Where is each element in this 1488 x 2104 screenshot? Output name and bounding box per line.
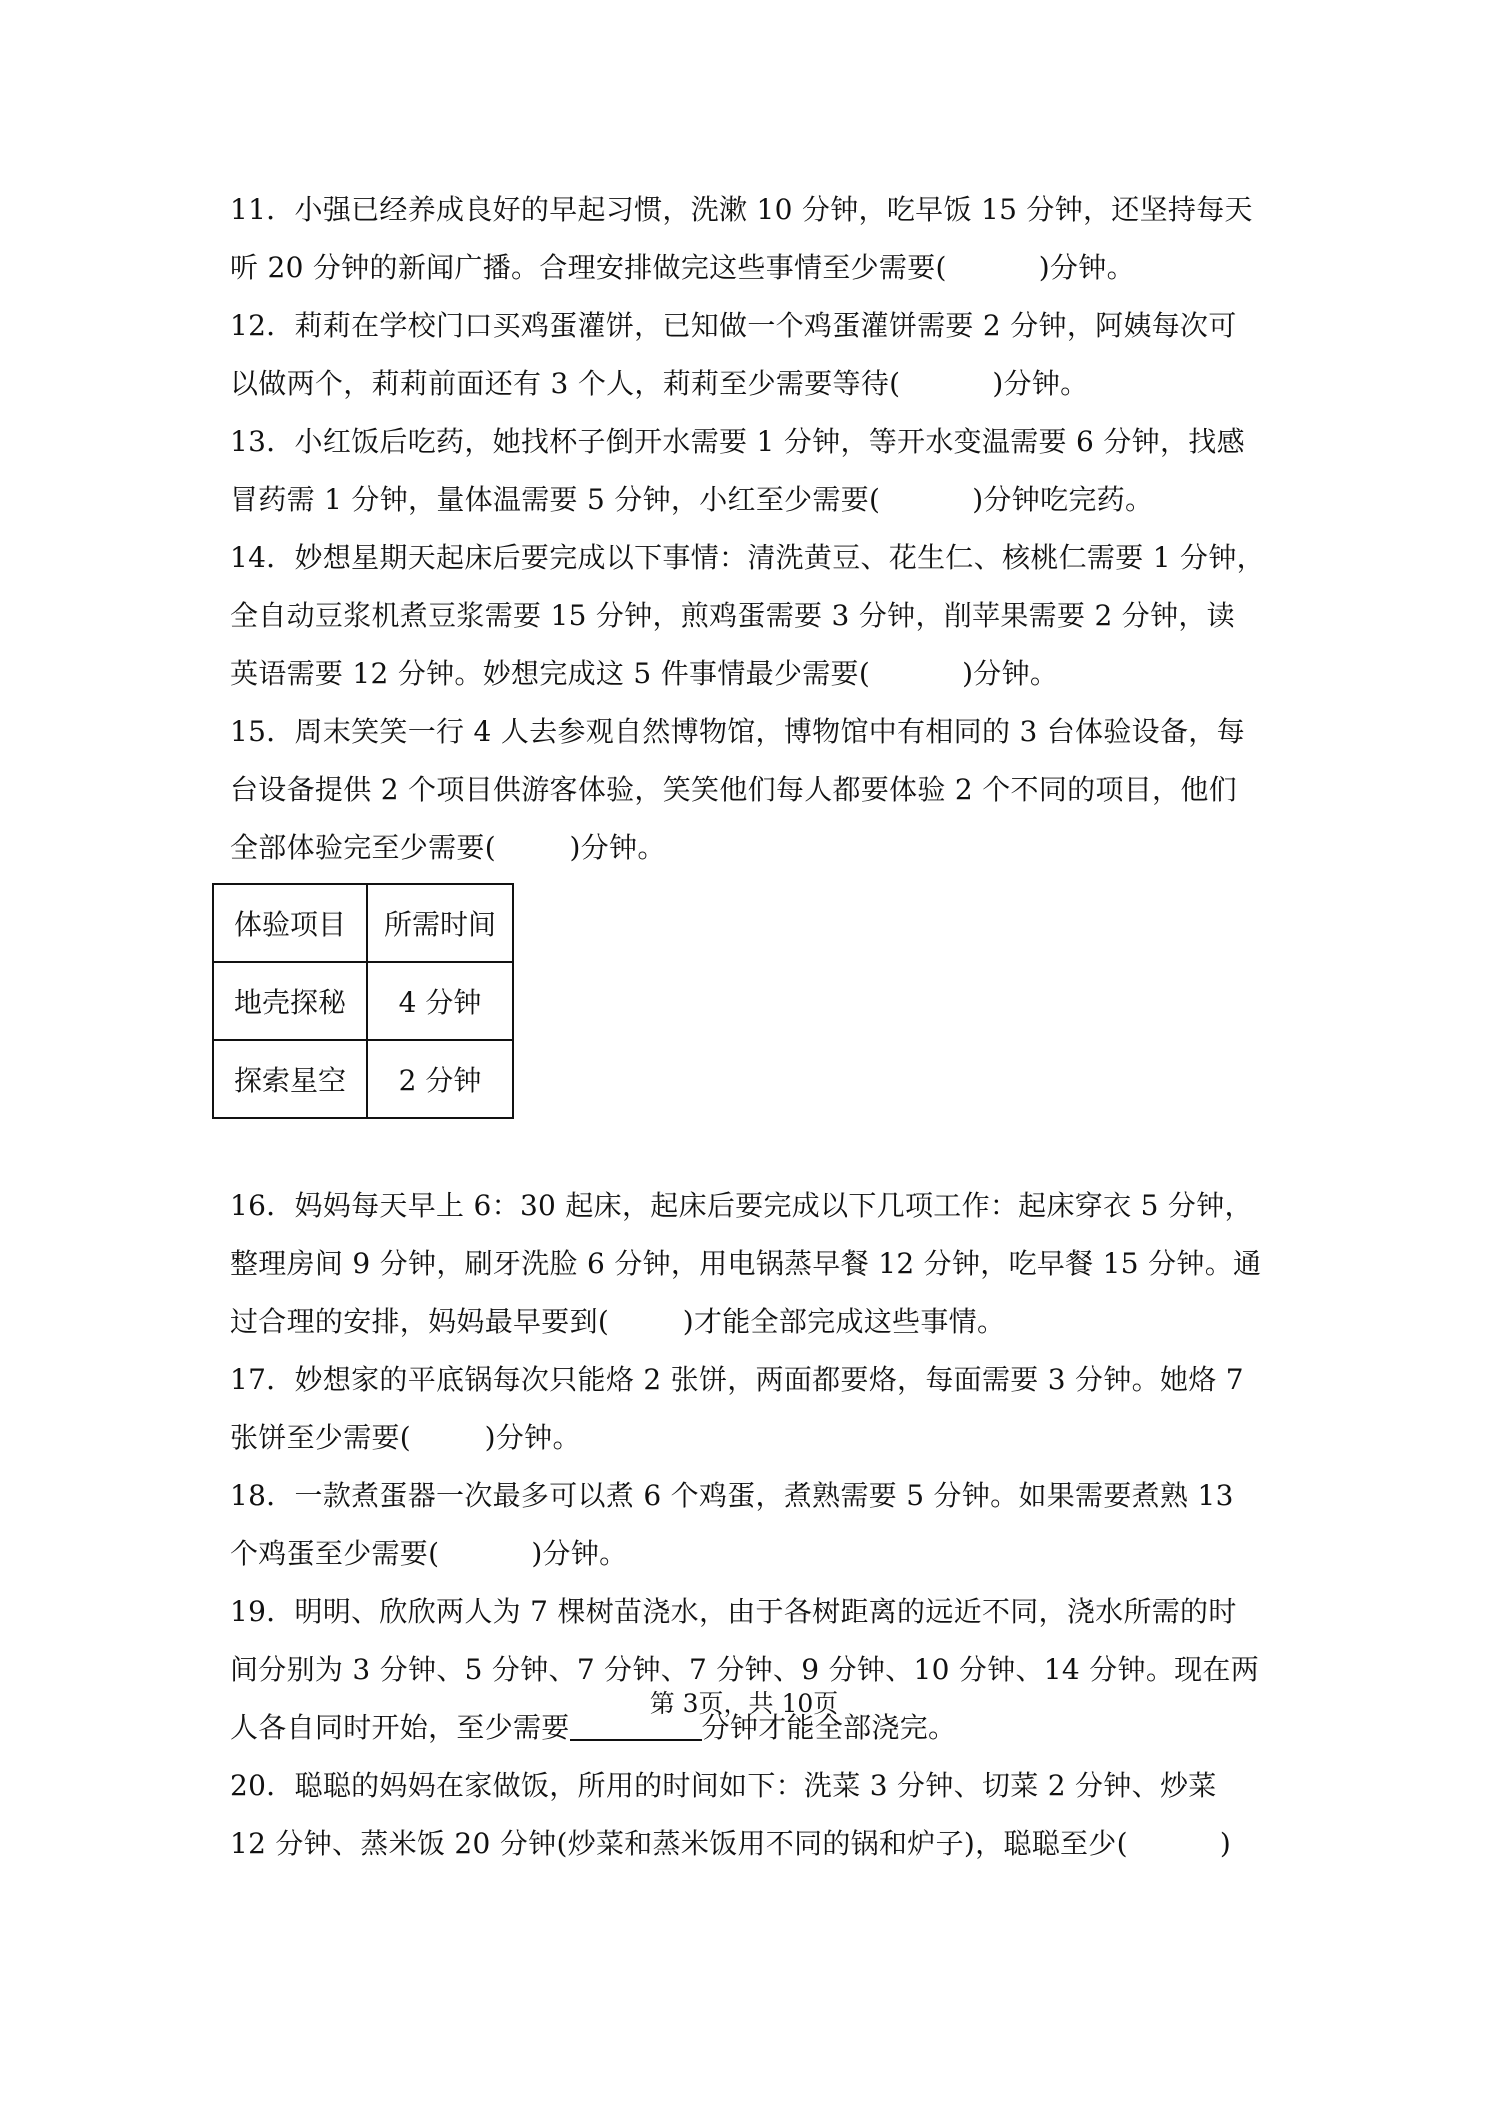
q20-line-1: 20．聪聪的妈妈在家做饭，所用的时间如下：洗菜 3 分钟、切菜 2 分钟、炒菜 bbox=[230, 1769, 1217, 1802]
q12-line-2: 以做两个，莉莉前面还有 3 个人，莉莉至少需要等待( )分钟。 bbox=[230, 367, 1089, 400]
table-header-row bbox=[213, 884, 513, 962]
table-cell: 4 分钟 bbox=[367, 962, 513, 1040]
q20-line-2: 12 分钟、蒸米饭 20 分钟(炒菜和蒸米饭用不同的锅和炉子)，聪聪至少( ) bbox=[230, 1827, 1232, 1860]
q14-line-1: 14．妙想星期天起床后要完成以下事情：清洗黄豆、花生仁、核桃仁需要 1 分钟， bbox=[230, 541, 1265, 574]
q12-line-1: 12．莉莉在学校门口买鸡蛋灌饼，已知做一个鸡蛋灌饼需要 2 分钟，阿姨每次可 bbox=[230, 309, 1237, 342]
q11-line-1: 11．小强已经养成良好的早起习惯，洗漱 10 分钟，吃早饭 15 分钟，还坚持每天 bbox=[230, 193, 1253, 226]
q17-line-1: 17．妙想家的平底锅每次只能烙 2 张饼，两面都要烙，每面需要 3 分钟。她烙 7 bbox=[230, 1363, 1244, 1396]
q13-line-1: 13．小红饭后吃药，她找杯子倒开水需要 1 分钟，等开水变温需要 6 分钟，找感 bbox=[230, 425, 1245, 458]
q19-line-2: 间分别为 3 分钟、5 分钟、7 分钟、7 分钟、9 分钟、10 分钟、14 分钟。现在两 bbox=[230, 1653, 1260, 1686]
q14-line-3: 英语需要 12 分钟。妙想完成这 5 件事情最少需要( )分钟。 bbox=[230, 657, 1059, 690]
q18-line-2: 个鸡蛋至少需要( )分钟。 bbox=[230, 1537, 628, 1570]
table-header-cell: 所需时间 bbox=[367, 884, 513, 962]
q19-text-after: 分钟才能全部浇完。 bbox=[701, 1711, 957, 1744]
table-row bbox=[213, 1040, 513, 1118]
q15-line-3: 全部体验完至少需要( )分钟。 bbox=[230, 831, 666, 864]
q16-line-1: 16．妈妈每天早上 6：30 起床，起床后要完成以下几项工作：起床穿衣 5 分钟， bbox=[230, 1189, 1253, 1222]
table-cell: 探索星空 bbox=[213, 1040, 367, 1118]
q16-line-3: 过合理的安排，妈妈最早要到( )才能全部完成这些事情。 bbox=[230, 1305, 1006, 1338]
q19-text-before: 人各自同时开始，至少需要 bbox=[230, 1711, 570, 1744]
q11-line-2: 听 20 分钟的新闻广播。合理安排做完这些事情至少需要( )分钟。 bbox=[230, 251, 1135, 284]
page-footer: 第 3页，共 10页 bbox=[649, 1689, 839, 1718]
q17-line-2: 张饼至少需要( )分钟。 bbox=[230, 1421, 581, 1454]
q13-line-2: 冒药需 1 分钟，量体温需要 5 分钟，小红至少需要( )分钟吃完药。 bbox=[230, 483, 1154, 516]
q16-line-2: 整理房间 9 分钟，刷牙洗脸 6 分钟，用电锅蒸早餐 12 分钟，吃早餐 15 分钟。通 bbox=[230, 1247, 1262, 1280]
q18-line-1: 18．一款煮蛋器一次最多可以煮 6 个鸡蛋，煮熟需要 5 分钟。如果需要煮熟 13 bbox=[230, 1479, 1234, 1512]
table-row bbox=[213, 962, 513, 1040]
q15-line-2: 台设备提供 2 个项目供游客体验，笑笑他们每人都要体验 2 个不同的项目，他们 bbox=[230, 773, 1237, 806]
q19-line-1: 19．明明、欣欣两人为 7 棵树苗浇水，由于各树距离的远近不同，浇水所需的时 bbox=[230, 1595, 1237, 1628]
q14-line-2: 全自动豆浆机煮豆浆需要 15 分钟，煎鸡蛋需要 3 分钟，削苹果需要 2 分钟，读 bbox=[230, 599, 1235, 632]
table-cell: 地壳探秘 bbox=[213, 962, 367, 1040]
table-header-cell: 体验项目 bbox=[213, 884, 367, 962]
q15-line-1: 15．周末笑笑一行 4 人去参观自然博物馆，博物馆中有相同的 3 台体验设备，每 bbox=[230, 715, 1245, 748]
experience-table bbox=[212, 883, 514, 1119]
table-cell: 2 分钟 bbox=[367, 1040, 513, 1118]
